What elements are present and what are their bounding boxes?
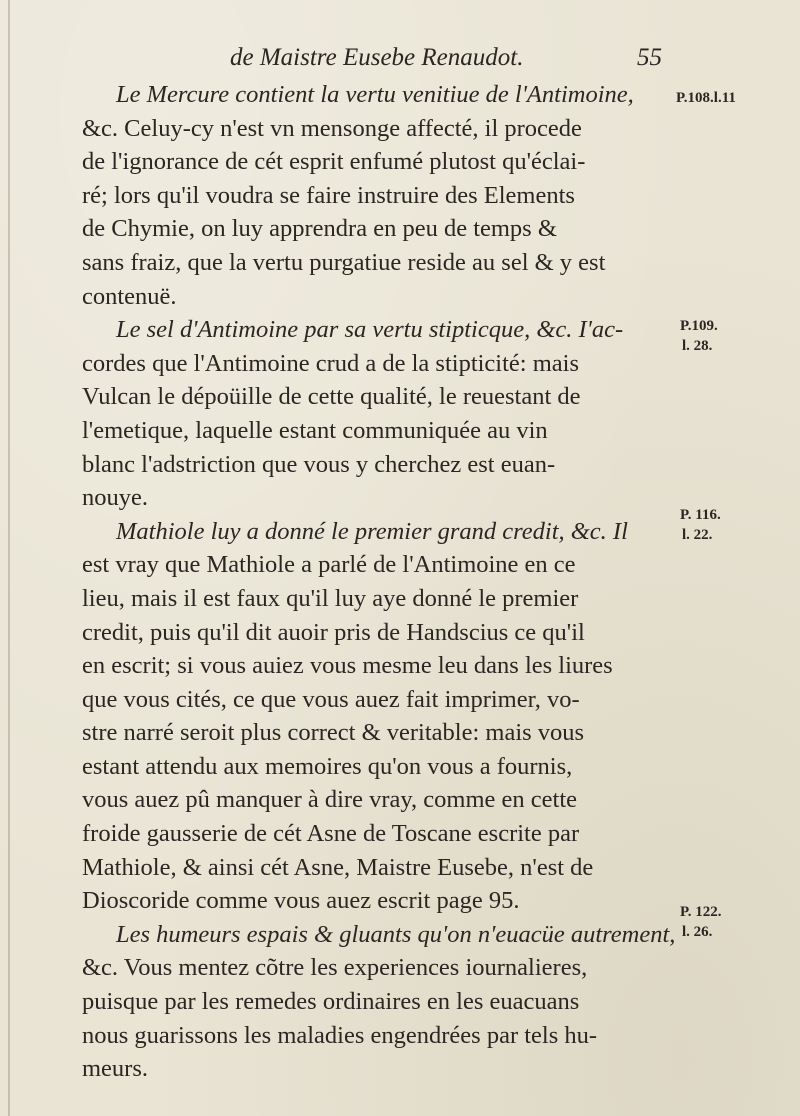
text-line: de Chymie, on luy apprendra en peu de temps & (82, 215, 557, 243)
text-line: l'emetique, laquelle estant communiquée au vin (82, 416, 548, 444)
margin-note (680, 316, 718, 356)
margin-note-ref: P. 116. (680, 507, 721, 523)
text-line: &c. Vous mentez cõtre les experiences iournalieres, (82, 954, 588, 982)
text-line: meurs. (82, 1055, 148, 1083)
margin-note-ref: P.108.l.11 (676, 90, 736, 106)
text-line: puisque par les remedes ordinaires en les euacuans (82, 988, 580, 1016)
margin-note-ref: P.109. (680, 318, 718, 334)
text-line: en escrit; si vous auiez vous mesme leu dans les liures (82, 652, 613, 680)
text-line: Le sel d'Antimoine par sa vertu stipticque, &c. I'ac- (116, 316, 624, 344)
margin-note-line: l. 28. (682, 338, 713, 354)
running-title: de Maistre Eusebe Renaudot. (230, 44, 524, 71)
text-line: nouye. (82, 484, 148, 512)
text-line: vous auez pû manquer à dire vray, comme en cette (82, 786, 578, 814)
text-line: cordes que l'Antimoine crud a de la stipticité: mais (82, 349, 579, 377)
text-line: nous guarissons les maladies engendrées par tels hu- (82, 1021, 598, 1049)
text-line: froide gausserie de cét Asne de Toscane escrite par (82, 820, 580, 848)
margin-note (680, 902, 722, 942)
text-line: Vulcan le dépoüille de cette qualité, le reuestant de (82, 383, 581, 411)
text-line: stre narré seroit plus correct & veritable: mais vous (82, 719, 585, 747)
text-line: Dioscoride comme vous auez escrit page 95. (82, 887, 520, 915)
page-edge (8, 0, 10, 1116)
page-number: 55 (637, 44, 662, 71)
text-line: sans fraiz, que la vertu purgatiue reside au sel & y est (82, 248, 606, 276)
text-line: de l'ignorance de cét esprit enfumé plutost qu'éclai- (82, 148, 586, 176)
text-line: Le Mercure contient la vertu venitiue de l'Antimoine, (116, 81, 634, 108)
text-line: Mathiole luy a donné le premier grand credit, &c. Il (116, 517, 628, 545)
margin-note-ref: P. 122. (680, 904, 722, 920)
margin-note-line: l. 26. (682, 924, 713, 940)
text-line: estant attendu aux memoires qu'on vous a fournis, (82, 752, 573, 780)
body-text (82, 78, 676, 1086)
text-line: que vous cités, ce que vous auez fait imprimer, vo- (82, 685, 580, 713)
text-line: Mathiole, & ainsi cét Asne, Maistre Eusebe, n'est de (82, 853, 594, 881)
margin-note (680, 505, 721, 545)
margin-note-line: l. 22. (682, 527, 713, 543)
text-line: contenuë. (82, 282, 177, 310)
text-line: &c. Celuy-cy n'est vn mensonge affecté, il procede (82, 114, 582, 142)
text-line: est vray que Mathiole a parlé de l'Antimoine en ce (82, 551, 576, 579)
text-line: Les humeurs espais & gluants qu'on n'euacüe autrement, (116, 920, 676, 948)
text-line: ré; lors qu'il voudra se faire instruire des Elements (82, 181, 575, 209)
text-line: credit, puis qu'il dit auoir pris de Handscius ce qu'il (82, 618, 585, 646)
text-line: blanc l'adstriction que vous y cherchez est euan- (82, 450, 556, 478)
text-line: lieu, mais il est faux qu'il luy aye donné le premier (82, 584, 579, 612)
margin-note (676, 88, 736, 108)
